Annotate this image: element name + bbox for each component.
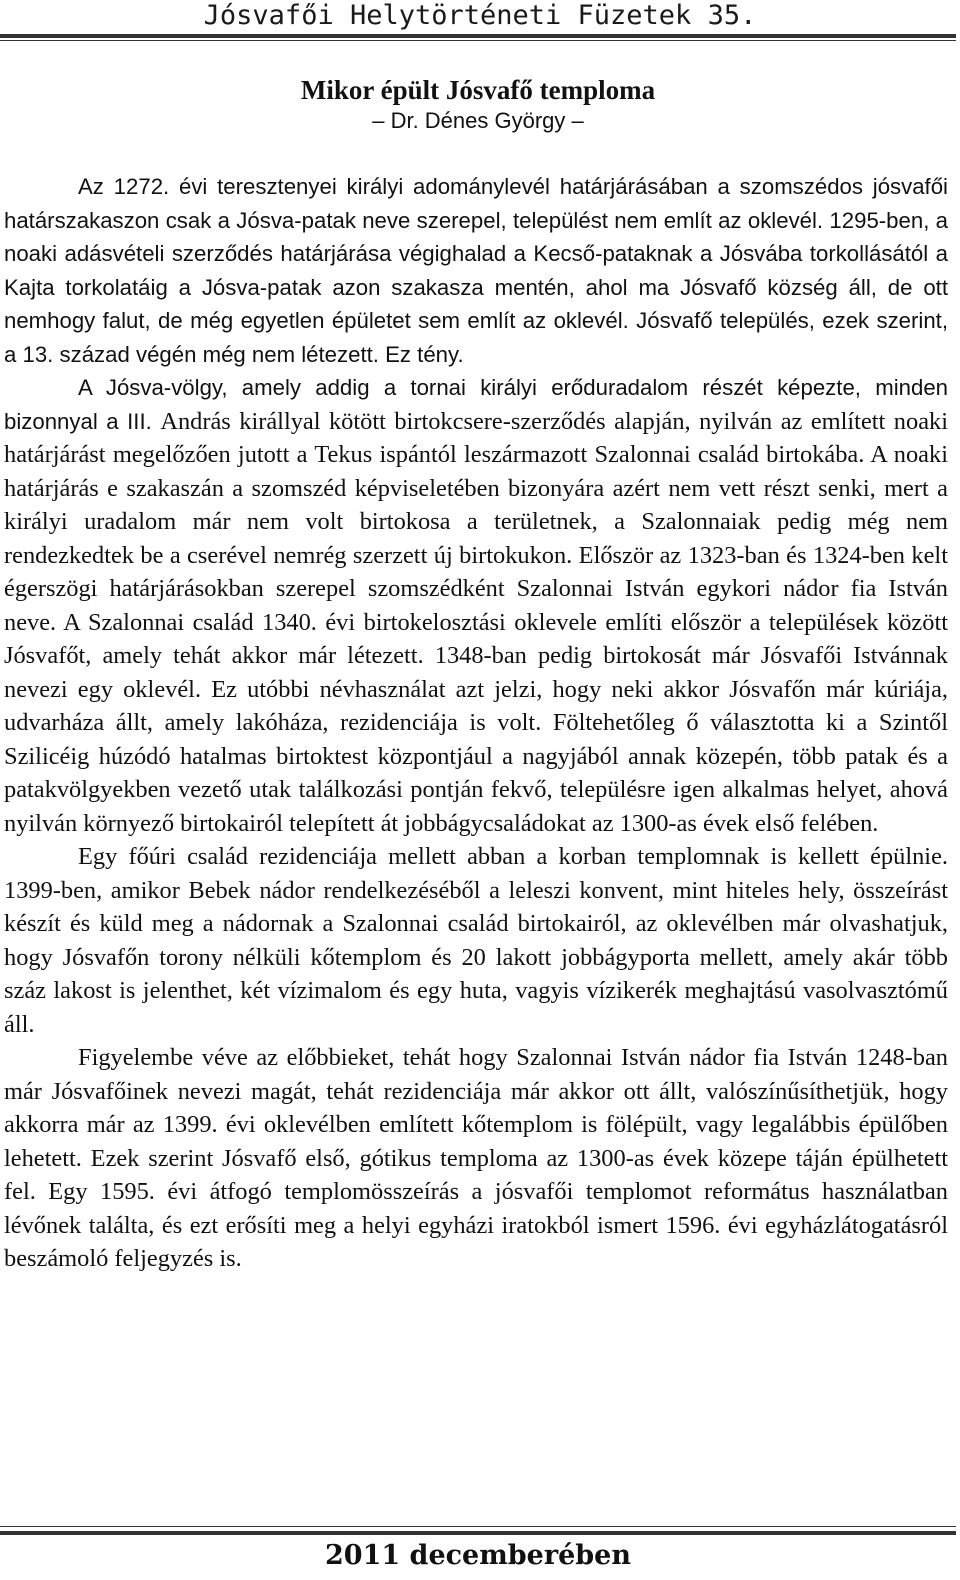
- paragraph-3: [4, 840, 948, 1041]
- article-author: – Dr. Dénes György –: [372, 108, 584, 133]
- footer-rule-thin: [0, 1526, 956, 1527]
- paragraph-2-part-3: A noaki határjárás e szakaszán a szomszéd képviseletében bizonyára azért nem vett részt senki, mert a királyi uradalom már nem volt birtokosa a területnek, a Szalonnaiak pedig még nem rendezkedtek be a cserével nemrég szerzett új birtokukon. Először az 1323-ban és 1324-ben kelt égerszögi határjárásokban szerepel szomszédként Szalonnai István egykori nádor fia István neve. A Szalonnai család 1340. évi birtokelosztási oklevele említi először a települések között Jósvafőt, amely tehát akkor már létezett. 1348-ban pedig birtokosát már Jósvafői Istvánnak nevezi egy oklevél. Ez utóbbi névhasználat azt jelzi, hogy neki akkor Jósvafőn már kúriája, udvarháza állt, amely lakóháza, rezidenciája is volt. Föltehetőleg ő választotta ki a Szintől Szilicéig húzódó hatalmas birtoktest központjául a nagyjából annak közepén, több patak és a patakvölgyekben vezető utak találkozási pontján fekvő, településre igen alkalmas helyet, ahová nyilván környező birtokairól telepített át jobbágycsaládokat az 1300-as évek első felében.: [4, 441, 948, 837]
- footer-rule-thick: [0, 1531, 956, 1535]
- footer-date: 2011 decemberében: [325, 1540, 631, 1571]
- paragraph-4: [4, 1041, 948, 1276]
- paragraph-2-part-2: András királlyal kötött birtokcsere-szerződés alapján, nyilván az említett noaki határjárást megelőzően jutott a Tekus ispántól leszármazott Szalonnai család birtokába.: [4, 407, 948, 468]
- paragraph-1-part-1: Az 1272. évi teresztenyei királyi adománylevél határjárásában a szomszédos jósvafői határszakaszon csak a Jósva-patak neve szerepel, települést nem említ az oklevél.: [4, 174, 948, 233]
- paragraph-2: [4, 371, 948, 840]
- header-rule-thin: [0, 40, 956, 41]
- paragraph-1-part-2: 1295-ben, a noaki adásvételi szerződés határjárása végighalad a Kecső-pataknak a Jósvába torkollásától a Kajta torkolatáig a Jósva-patak azon szakasza mentén, ahol ma Jósvafő község áll, de ott nemhogy falut, de még egyetlen épületet sem említ az oklevél. Jósvafő település, ezek szerint, a 13. század végén még nem létezett. Ez tény.: [4, 207, 949, 367]
- publication-title: Jósvafői Helytörténeti Füzetek 35.: [203, 0, 757, 31]
- article-body: [4, 170, 948, 1276]
- paragraph-1: [4, 170, 948, 371]
- paragraph-2-part-1: A Jósva-völgy, amely addig a tornai királyi erőduradalom részét képezte, minden bizonnyal a III.: [4, 375, 948, 434]
- article-title: Mikor épült Jósvafő temploma: [300, 75, 656, 105]
- paragraph-4-text: Figyelembe véve az előbbieket, tehát hogy Szalonnai István nádor fia István 1248-ban már Jósvafőinek nevezi magát, tehát rezidenciája már akkor ott állt, valószínűsíthetjük, hogy akkorra már az 1399. évi oklevélben említett kőtemplom is fölépült, vagy legalábbis épülőben lehetett. Ezek szerint Jósvafő első, gótikus temploma az 1300-as évek közepe táján épülhetett fel. Egy 1595. évi átfogó templomösszeírás a jósvafői templomot református használatban lévőnek találta, és ezt erősíti meg a helyi egyházi iratokból ismert 1596. évi egyházlátogatásról beszámoló feljegyzés is.: [4, 1044, 948, 1272]
- paragraph-3-text: Egy főúri család rezidenciája mellett abban a korban templomnak is kellett épülnie. 1399-ben, amikor Bebek nádor rendelkezéséből a leleszi konvent, mint hiteles hely, összeírást készít és küld meg a nádornak a Szalonnai család birtokairól, az oklevélben már olvashatjuk, hogy Jósvafőn torony nélküli kőtemplom és 20 lakott jobbágyporta mellett, amely akár több száz lakost is jelenthet, két vízimalom és egy huta, vagyis vízikerék meghajtású vasolvasztómű áll.: [4, 843, 948, 1038]
- header-rule-thick: [0, 34, 956, 38]
